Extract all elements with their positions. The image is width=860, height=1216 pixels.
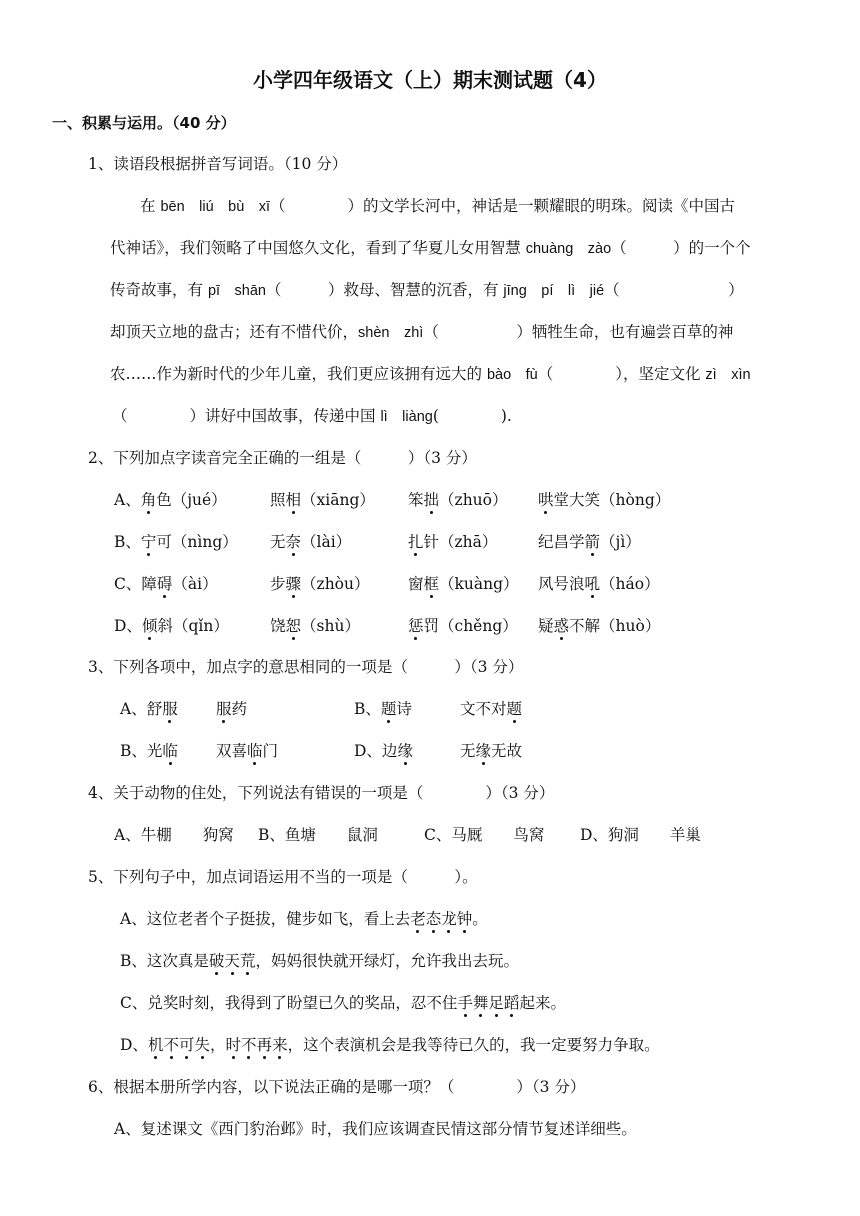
q1-line-1: 在 bēn liú bù xī（ ）的文学长河中，神话是一颗耀眼的明珠。阅读《中国古: [140, 197, 736, 215]
q3-option-row-1-item-1: A、舒服: [120, 700, 178, 718]
q2-option-row-4-item-3: 惩罚（chěng）: [408, 617, 518, 635]
q2-option-row-1-item-3: 笨拙（zhuō）: [408, 491, 508, 509]
question-3-stem: 3、下列各项中，加点字的意思相同的一项是（ ）（3 分）: [88, 658, 524, 676]
q2-option-row-4-item-1: D、倾斜（qǐn）: [114, 617, 229, 635]
q3-option-row-1-item-2: 服药: [216, 700, 248, 718]
q3-option-row-2-item-3: D、边缘: [354, 742, 413, 760]
q4-option-b: B、鱼塘 鼠洞: [258, 826, 378, 844]
q2-option-row-4-item-2: 饶恕（shù）: [270, 617, 360, 635]
section-heading: 一、积累与运用。（40 分）: [52, 114, 236, 132]
q4-option-c: C、马厩 鸟窝: [424, 826, 545, 844]
q2-option-row-3-item-3: 窗框（kuàng）: [408, 575, 519, 593]
q2-option-row-1-item-1: A、角色（jué）: [114, 491, 227, 509]
question-2-stem: 2、下列加点字读音完全正确的一组是（ ）（3 分）: [88, 449, 477, 467]
question-4-stem: 4、关于动物的住处，下列说法有错误的一项是（ ）（3 分）: [88, 784, 555, 802]
q1-line-5: 农……作为新时代的少年儿童，我们更应该拥有远大的 bào fù（ ），坚定文化 zì xìn: [110, 365, 751, 383]
q2-option-row-1-item-4: 哄堂大笑（hòng）: [538, 491, 671, 509]
q3-option-row-1-item-4: 文不对题: [460, 700, 523, 718]
q3-option-row-2-item-4: 无缘无故: [460, 742, 523, 760]
page-title: 小学四年级语文（上）期末测试题（4）: [253, 68, 607, 92]
q3-option-row-2-item-2: 双喜临门: [216, 742, 279, 760]
q4-option-d: D、狗洞 羊巢: [580, 826, 701, 844]
q5-option-d: D、机不可失，时不再来，这个表演机会是我等待已久的，我一定要努力争取。: [120, 1036, 660, 1054]
q1-line-4: 却顶天立地的盘古；还有不惜代价，shèn zhì（ ）牺牲生命，也有遍尝百草的神: [110, 323, 734, 341]
q5-option-c: C、兑奖时刻，我得到了盼望已久的奖品，忍不住手舞足蹈起来。: [120, 994, 566, 1012]
question-6-stem: 6、根据本册所学内容，以下说法正确的是哪一项？（ ）（3 分）: [88, 1078, 586, 1096]
q2-option-row-2-item-4: 纪昌学箭（jì）: [538, 533, 641, 551]
q4-option-a: A、牛棚 狗窝: [114, 826, 234, 844]
q2-option-row-4-item-4: 疑惑不解（huò）: [538, 617, 661, 635]
q2-option-row-2-item-1: B、宁可（nìng）: [114, 533, 238, 551]
q1-line-3: 传奇故事，有 pī shān（ ）救母、智慧的沉香，有 jīng pí lì jié（ ）: [110, 281, 744, 299]
q1-line-6: （ ）讲好中国故事，传递中国 lì liàng( ).: [112, 407, 512, 425]
q3-option-row-1-item-3: B、题诗: [354, 700, 412, 718]
q2-option-row-1-item-2: 照相（xiāng）: [270, 491, 375, 509]
q1-line-2: 代神话》，我们领略了中国悠久文化，看到了华夏儿女用智慧 chuàng zào（ ）的一个个: [110, 239, 751, 257]
question-1-stem: 1、读语段根据拼音写词语。（10 分）: [88, 155, 348, 173]
q2-option-row-3-item-4: 风号浪吼（háo）: [538, 575, 660, 593]
q2-option-row-2-item-2: 无奈（lài）: [270, 533, 352, 551]
q2-option-row-3-item-1: C、障碍（ài）: [114, 575, 218, 593]
q3-option-row-2-item-1: B、光临: [120, 742, 178, 760]
q2-option-row-3-item-2: 步骤（zhòu）: [270, 575, 370, 593]
q5-option-b: B、这次真是破天荒，妈妈很快就开绿灯，允许我出去玩。: [120, 952, 519, 970]
question-5-stem: 5、下列句子中，加点词语运用不当的一项是（ ）。: [88, 868, 478, 886]
q2-option-row-2-item-3: 扎针（zhā）: [408, 533, 498, 551]
q5-option-a: A、这位老者个子挺拔，健步如飞，看上去老态龙钟。: [120, 910, 488, 928]
q6-option-a: A、复述课文《西门豹治邺》时，我们应该调查民情这部分情节复述详细些。: [114, 1120, 637, 1138]
